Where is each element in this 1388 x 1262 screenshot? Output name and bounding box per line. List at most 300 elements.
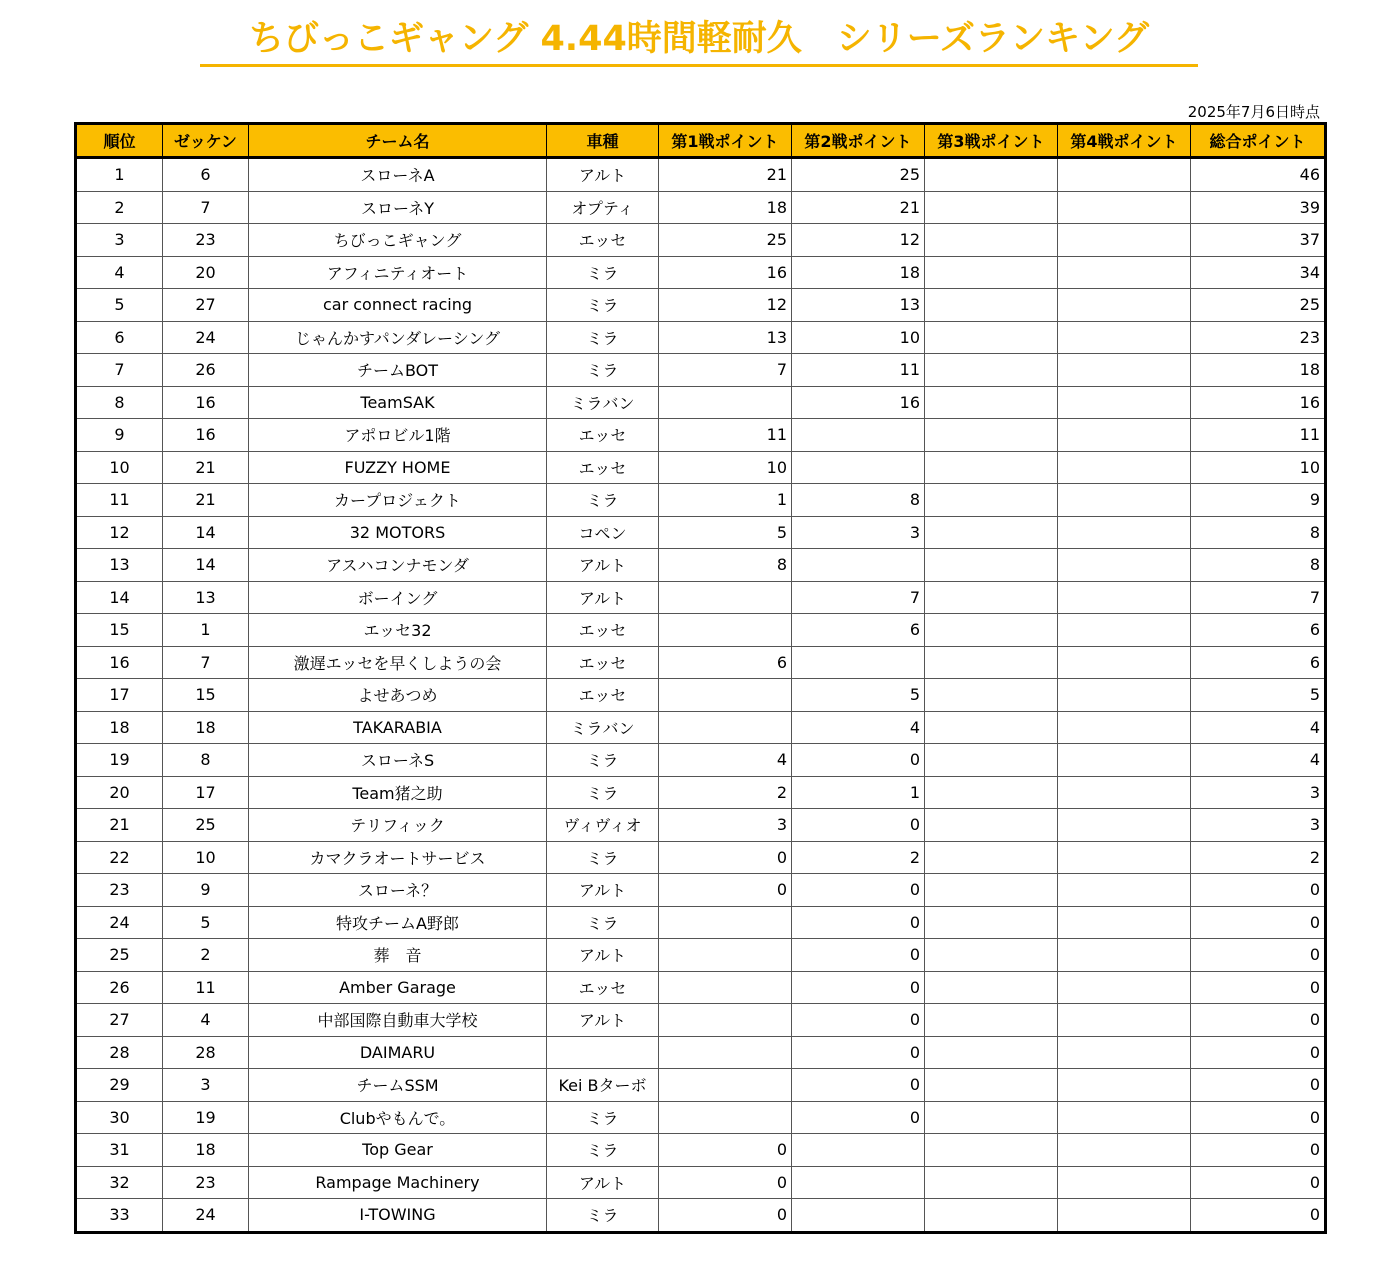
cell-car-number: 7 (163, 191, 249, 224)
cell-rank: 33 (76, 1199, 163, 1233)
cell-rank: 2 (76, 191, 163, 224)
cell-team-name: ちびっこギャング (249, 224, 547, 257)
cell-round1-points: 7 (659, 354, 792, 387)
cell-team-name: FUZZY HOME (249, 451, 547, 484)
cell-total-points: 16 (1191, 386, 1326, 419)
cell-team-name: 32 MOTORS (249, 516, 547, 549)
cell-round1-points: 0 (659, 1134, 792, 1167)
cell-rank: 4 (76, 256, 163, 289)
cell-round2-points: 7 (792, 581, 925, 614)
cell-car-number: 14 (163, 516, 249, 549)
cell-round3-points (925, 1004, 1058, 1037)
cell-round4-points (1058, 776, 1191, 809)
cell-team-name: 葬 音 (249, 939, 547, 972)
cell-rank: 6 (76, 321, 163, 354)
table-row (76, 354, 1326, 387)
cell-team-name: Clubやもんで。 (249, 1101, 547, 1134)
table-row (76, 939, 1326, 972)
cell-total-points: 11 (1191, 419, 1326, 452)
cell-rank: 24 (76, 906, 163, 939)
cell-round4-points (1058, 744, 1191, 777)
cell-rank: 18 (76, 711, 163, 744)
cell-team-name: Amber Garage (249, 971, 547, 1004)
cell-round3-points (925, 679, 1058, 712)
cell-round3-points (925, 614, 1058, 647)
cell-round3-points (925, 1134, 1058, 1167)
cell-round3-points (925, 1166, 1058, 1199)
table-row (76, 1134, 1326, 1167)
cell-total-points: 25 (1191, 289, 1326, 322)
cell-team-name: TAKARABIA (249, 711, 547, 744)
table-row (76, 1199, 1326, 1233)
cell-rank: 31 (76, 1134, 163, 1167)
cell-total-points: 0 (1191, 1199, 1326, 1233)
cell-round4-points (1058, 809, 1191, 842)
cell-round1-points (659, 679, 792, 712)
cell-team-name: アスハコンナモンダ (249, 549, 547, 582)
cell-round1-points: 10 (659, 451, 792, 484)
cell-car-number: 19 (163, 1101, 249, 1134)
cell-total-points: 9 (1191, 484, 1326, 517)
cell-round1-points: 0 (659, 841, 792, 874)
cell-round2-points: 0 (792, 744, 925, 777)
cell-round1-points (659, 1101, 792, 1134)
cell-round1-points (659, 386, 792, 419)
cell-round4-points (1058, 874, 1191, 907)
cell-round2-points: 0 (792, 1036, 925, 1069)
cell-rank: 14 (76, 581, 163, 614)
cell-round2-points: 2 (792, 841, 925, 874)
cell-round4-points (1058, 581, 1191, 614)
cell-car-model: アルト (547, 1166, 659, 1199)
cell-round2-points: 0 (792, 939, 925, 972)
cell-car-model (547, 1036, 659, 1069)
cell-rank: 32 (76, 1166, 163, 1199)
table-row (76, 809, 1326, 842)
cell-rank: 27 (76, 1004, 163, 1037)
cell-round2-points: 0 (792, 874, 925, 907)
cell-rank: 20 (76, 776, 163, 809)
cell-rank: 3 (76, 224, 163, 257)
cell-round4-points (1058, 354, 1191, 387)
cell-round2-points: 12 (792, 224, 925, 257)
table-row (76, 484, 1326, 517)
cell-total-points: 0 (1191, 971, 1326, 1004)
cell-car-number: 7 (163, 646, 249, 679)
cell-round2-points (792, 549, 925, 582)
cell-round1-points: 12 (659, 289, 792, 322)
cell-round2-points: 0 (792, 1069, 925, 1102)
cell-team-name: I-TOWING (249, 1199, 547, 1233)
cell-total-points: 0 (1191, 874, 1326, 907)
cell-round3-points (925, 711, 1058, 744)
cell-car-model: ミラ (547, 744, 659, 777)
cell-team-name: Team猪之助 (249, 776, 547, 809)
cell-round2-points: 18 (792, 256, 925, 289)
cell-round3-points (925, 386, 1058, 419)
table-row (76, 1036, 1326, 1069)
cell-round3-points (925, 224, 1058, 257)
cell-car-model: ミラ (547, 776, 659, 809)
cell-team-name: よせあつめ (249, 679, 547, 712)
cell-round2-points: 4 (792, 711, 925, 744)
cell-round4-points (1058, 711, 1191, 744)
cell-car-number: 25 (163, 809, 249, 842)
cell-car-number: 11 (163, 971, 249, 1004)
cell-car-model: ミラバン (547, 386, 659, 419)
cell-round4-points (1058, 516, 1191, 549)
cell-car-model: アルト (547, 939, 659, 972)
cell-car-number: 20 (163, 256, 249, 289)
cell-rank: 13 (76, 549, 163, 582)
cell-car-model: アルト (547, 158, 659, 192)
cell-round4-points (1058, 224, 1191, 257)
cell-car-model: アルト (547, 581, 659, 614)
cell-car-model: エッセ (547, 224, 659, 257)
cell-total-points: 6 (1191, 614, 1326, 647)
table-row (76, 971, 1326, 1004)
cell-car-number: 16 (163, 419, 249, 452)
cell-total-points: 4 (1191, 711, 1326, 744)
cell-car-number: 13 (163, 581, 249, 614)
cell-round3-points (925, 744, 1058, 777)
cell-round3-points (925, 191, 1058, 224)
header-row (76, 124, 1326, 158)
cell-total-points: 2 (1191, 841, 1326, 874)
cell-round2-points: 0 (792, 906, 925, 939)
header-round2-points: 第2戦ポイント (792, 124, 925, 158)
table-row (76, 549, 1326, 582)
header-rank: 順位 (76, 124, 163, 158)
cell-round1-points: 2 (659, 776, 792, 809)
cell-total-points: 10 (1191, 451, 1326, 484)
cell-round2-points (792, 1134, 925, 1167)
cell-team-name: スローネA (249, 158, 547, 192)
cell-round1-points: 6 (659, 646, 792, 679)
cell-round1-points: 18 (659, 191, 792, 224)
cell-car-number: 3 (163, 1069, 249, 1102)
cell-round4-points (1058, 191, 1191, 224)
table-row (76, 874, 1326, 907)
table-row (76, 158, 1326, 192)
cell-car-number: 18 (163, 711, 249, 744)
cell-round3-points (925, 581, 1058, 614)
cell-total-points: 18 (1191, 354, 1326, 387)
cell-round4-points (1058, 158, 1191, 192)
cell-car-model: エッセ (547, 971, 659, 1004)
cell-car-number: 5 (163, 906, 249, 939)
cell-round4-points (1058, 1101, 1191, 1134)
table-row (76, 256, 1326, 289)
table-row (76, 906, 1326, 939)
cell-round1-points: 5 (659, 516, 792, 549)
cell-team-name: アフィニティオート (249, 256, 547, 289)
cell-round4-points (1058, 451, 1191, 484)
cell-round2-points: 6 (792, 614, 925, 647)
cell-round1-points: 16 (659, 256, 792, 289)
cell-round3-points (925, 1069, 1058, 1102)
cell-round3-points (925, 354, 1058, 387)
cell-rank: 9 (76, 419, 163, 452)
cell-round4-points (1058, 1166, 1191, 1199)
cell-car-number: 9 (163, 874, 249, 907)
cell-round3-points (925, 256, 1058, 289)
cell-round1-points: 0 (659, 1199, 792, 1233)
header-total-points: 総合ポイント (1191, 124, 1326, 158)
cell-rank: 23 (76, 874, 163, 907)
cell-total-points: 34 (1191, 256, 1326, 289)
cell-team-name: DAIMARU (249, 1036, 547, 1069)
cell-rank: 16 (76, 646, 163, 679)
cell-round3-points (925, 289, 1058, 322)
cell-round3-points (925, 484, 1058, 517)
cell-rank: 8 (76, 386, 163, 419)
cell-total-points: 0 (1191, 939, 1326, 972)
cell-team-name: チームBOT (249, 354, 547, 387)
header-team-name: チーム名 (249, 124, 547, 158)
cell-team-name: 中部国際自動車大学校 (249, 1004, 547, 1037)
cell-round2-points (792, 451, 925, 484)
table-row (76, 289, 1326, 322)
cell-car-number: 14 (163, 549, 249, 582)
cell-total-points: 8 (1191, 516, 1326, 549)
cell-team-name: チームSSM (249, 1069, 547, 1102)
cell-rank: 10 (76, 451, 163, 484)
cell-round4-points (1058, 679, 1191, 712)
cell-round3-points (925, 1101, 1058, 1134)
cell-round1-points: 11 (659, 419, 792, 452)
cell-car-number: 10 (163, 841, 249, 874)
cell-car-number: 28 (163, 1036, 249, 1069)
cell-round2-points: 16 (792, 386, 925, 419)
cell-round3-points (925, 451, 1058, 484)
cell-round4-points (1058, 1199, 1191, 1233)
cell-total-points: 23 (1191, 321, 1326, 354)
cell-round3-points (925, 971, 1058, 1004)
cell-car-model: エッセ (547, 646, 659, 679)
cell-round2-points (792, 419, 925, 452)
cell-car-model: アルト (547, 549, 659, 582)
table-row (76, 776, 1326, 809)
cell-rank: 21 (76, 809, 163, 842)
cell-round1-points: 0 (659, 874, 792, 907)
cell-car-number: 21 (163, 451, 249, 484)
table-row (76, 224, 1326, 257)
as-of-date: 2025年7月6日時点 (1187, 103, 1320, 121)
cell-car-model: ミラ (547, 1101, 659, 1134)
cell-total-points: 3 (1191, 776, 1326, 809)
cell-team-name: カープロジェクト (249, 484, 547, 517)
header-round4-points: 第4戦ポイント (1058, 124, 1191, 158)
cell-round2-points (792, 646, 925, 679)
cell-round4-points (1058, 614, 1191, 647)
cell-round3-points (925, 1199, 1058, 1233)
table-row (76, 1101, 1326, 1134)
cell-round1-points: 0 (659, 1166, 792, 1199)
cell-round4-points (1058, 646, 1191, 679)
cell-car-model: ミラ (547, 841, 659, 874)
cell-round2-points: 0 (792, 971, 925, 1004)
cell-team-name: アポロビル1階 (249, 419, 547, 452)
cell-rank: 15 (76, 614, 163, 647)
cell-team-name: Rampage Machinery (249, 1166, 547, 1199)
cell-car-model: ミラ (547, 906, 659, 939)
cell-total-points: 5 (1191, 679, 1326, 712)
cell-car-model: エッセ (547, 679, 659, 712)
cell-round2-points: 10 (792, 321, 925, 354)
table-row (76, 679, 1326, 712)
cell-team-name: じゃんかすパンダレーシング (249, 321, 547, 354)
cell-car-model: ミラ (547, 256, 659, 289)
cell-car-number: 4 (163, 1004, 249, 1037)
cell-team-name: ボーイング (249, 581, 547, 614)
cell-car-model: Kei Bターボ (547, 1069, 659, 1102)
cell-car-model: ミラ (547, 1199, 659, 1233)
header-car-number: ゼッケン (163, 124, 249, 158)
cell-car-model: ミラ (547, 354, 659, 387)
cell-total-points: 46 (1191, 158, 1326, 192)
cell-round2-points: 21 (792, 191, 925, 224)
cell-total-points: 8 (1191, 549, 1326, 582)
cell-rank: 12 (76, 516, 163, 549)
cell-round3-points (925, 906, 1058, 939)
cell-round1-points (659, 711, 792, 744)
cell-car-number: 6 (163, 158, 249, 192)
header-round3-points: 第3戦ポイント (925, 124, 1058, 158)
cell-car-number: 21 (163, 484, 249, 517)
cell-round1-points (659, 906, 792, 939)
cell-round4-points (1058, 321, 1191, 354)
cell-rank: 17 (76, 679, 163, 712)
cell-round4-points (1058, 1069, 1191, 1102)
cell-car-number: 8 (163, 744, 249, 777)
cell-car-model: エッセ (547, 614, 659, 647)
cell-car-number: 24 (163, 321, 249, 354)
cell-car-model: アルト (547, 874, 659, 907)
cell-round4-points (1058, 484, 1191, 517)
cell-round3-points (925, 809, 1058, 842)
table-row (76, 646, 1326, 679)
cell-car-number: 2 (163, 939, 249, 972)
cell-round4-points (1058, 906, 1191, 939)
cell-team-name: TeamSAK (249, 386, 547, 419)
cell-car-number: 23 (163, 224, 249, 257)
cell-total-points: 4 (1191, 744, 1326, 777)
cell-round1-points (659, 1004, 792, 1037)
cell-car-model: ヴィヴィオ (547, 809, 659, 842)
cell-round4-points (1058, 549, 1191, 582)
cell-round4-points (1058, 939, 1191, 972)
table-row (76, 191, 1326, 224)
cell-car-model: オプティ (547, 191, 659, 224)
cell-round3-points (925, 646, 1058, 679)
cell-round1-points: 4 (659, 744, 792, 777)
cell-round1-points (659, 1069, 792, 1102)
cell-round4-points (1058, 1134, 1191, 1167)
cell-team-name: スローネS (249, 744, 547, 777)
table-row (76, 614, 1326, 647)
cell-round2-points: 13 (792, 289, 925, 322)
cell-round4-points (1058, 1036, 1191, 1069)
cell-total-points: 0 (1191, 1166, 1326, 1199)
table-row (76, 451, 1326, 484)
cell-round3-points (925, 419, 1058, 452)
cell-round4-points (1058, 419, 1191, 452)
cell-round3-points (925, 776, 1058, 809)
cell-round1-points: 13 (659, 321, 792, 354)
cell-total-points: 0 (1191, 1134, 1326, 1167)
cell-total-points: 0 (1191, 1004, 1326, 1037)
cell-round4-points (1058, 971, 1191, 1004)
cell-round4-points (1058, 1004, 1191, 1037)
table-row (76, 711, 1326, 744)
header-car-model: 車種 (547, 124, 659, 158)
table-row (76, 516, 1326, 549)
cell-car-model: コペン (547, 516, 659, 549)
cell-car-model: ミラ (547, 484, 659, 517)
cell-rank: 28 (76, 1036, 163, 1069)
cell-car-number: 16 (163, 386, 249, 419)
table-row (76, 744, 1326, 777)
cell-team-name: テリフィック (249, 809, 547, 842)
cell-car-model: ミラ (547, 289, 659, 322)
cell-round4-points (1058, 386, 1191, 419)
cell-round2-points: 0 (792, 809, 925, 842)
table-row (76, 841, 1326, 874)
cell-round3-points (925, 939, 1058, 972)
cell-rank: 1 (76, 158, 163, 192)
cell-car-number: 24 (163, 1199, 249, 1233)
cell-rank: 7 (76, 354, 163, 387)
cell-car-number: 27 (163, 289, 249, 322)
cell-total-points: 7 (1191, 581, 1326, 614)
cell-car-number: 26 (163, 354, 249, 387)
cell-round1-points: 8 (659, 549, 792, 582)
cell-rank: 30 (76, 1101, 163, 1134)
cell-rank: 11 (76, 484, 163, 517)
cell-car-number: 1 (163, 614, 249, 647)
cell-total-points: 0 (1191, 1101, 1326, 1134)
cell-car-model: エッセ (547, 419, 659, 452)
cell-team-name: car connect racing (249, 289, 547, 322)
cell-round2-points: 0 (792, 1101, 925, 1134)
cell-team-name: カマクラオートサービス (249, 841, 547, 874)
table-row (76, 1166, 1326, 1199)
cell-round4-points (1058, 841, 1191, 874)
table-row (76, 581, 1326, 614)
cell-team-name: エッセ32 (249, 614, 547, 647)
table-row (76, 419, 1326, 452)
cell-total-points: 6 (1191, 646, 1326, 679)
cell-car-model: ミラバン (547, 711, 659, 744)
cell-round2-points: 25 (792, 158, 925, 192)
cell-round3-points (925, 1036, 1058, 1069)
cell-round1-points (659, 1036, 792, 1069)
cell-car-number: 23 (163, 1166, 249, 1199)
cell-car-number: 18 (163, 1134, 249, 1167)
cell-round2-points: 8 (792, 484, 925, 517)
cell-round4-points (1058, 289, 1191, 322)
cell-rank: 19 (76, 744, 163, 777)
cell-car-model: アルト (547, 1004, 659, 1037)
table-row (76, 386, 1326, 419)
cell-round1-points: 1 (659, 484, 792, 517)
table-row (76, 1004, 1326, 1037)
cell-rank: 25 (76, 939, 163, 972)
cell-rank: 29 (76, 1069, 163, 1102)
header-round1-points: 第1戦ポイント (659, 124, 792, 158)
cell-rank: 26 (76, 971, 163, 1004)
